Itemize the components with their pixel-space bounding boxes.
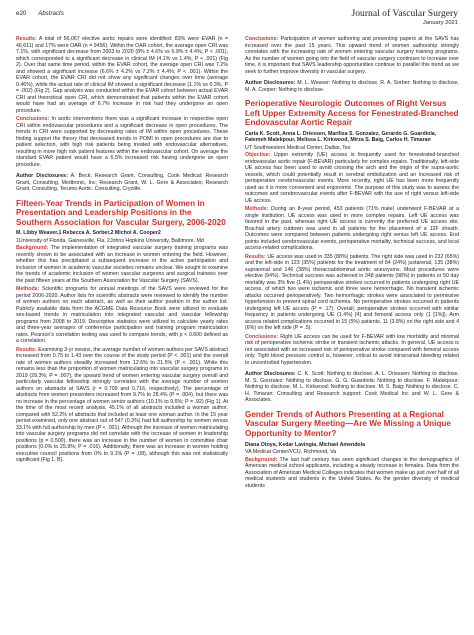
conclusions-label: Conclusions: [16,116,50,122]
author-disclosures-1 [245,80,459,93]
article-3-affiliations: VA Medical Center/VCU, Richmond, Va [245,449,337,456]
results-text: A total of 56,067 elective aortic repairs were identified: 83% were EVAR (n = 46,611) and 17% were OAR (n = 9456). Within the OAR cohort, the average open CRI was 7.1%, with significant decrease from 2003 to 2020 (8% ± 4.6% vs 6.9% ± 4.4%; P < .001), which corresponded to a significant decrease in clinical IM (4.1% vs 1.4%; P < .001) (Fig 2). Over that same time period, within the EVAR cohort, the average open CRI was 7.2% and showed a significant increase (6.6% ± 4.2% vs 7.2% ± 4.4%; P < .001). Within the EVAR cohort, the EVAR CRI did not show any significant changes over time (average 0.46%), while the actual rate of clinical IM showed a significant decrease (1.1% vs 0.3%; P = .002) (Fig 2). Gap analysis was conducted within the EVAR cohort between actual EVAR CRI and theoretical open CRI, which demonstrated that patients within the EVAR cohort would have had an average of 6.7% increase in risk had they undergone an open procedure. [16,36,228,114]
methods-paragraph-2 [245,206,459,252]
disclosures-label-1: Author Disclosures: [245,80,296,86]
background-text-3: The last half century has seen significant changes in the demographics of American medical school applicants, including a steady increase in females. Data from the Association of American Medical Colleges indicates that women make up just over half of all medical students and students in the United States. As the gender diversity of medical students [245,456,459,489]
background-paragraph-3 [245,457,459,490]
background-label-3: Background: [245,456,278,463]
conclusions-text-cont: Participation of women authoring and presenting papers at the SAVS has increased over the past 15 years. This upward trend of women authorship strongly correlates with the increasing rate of women entering vascular surgery training programs. As the number of women going into the field of vascular surgery continues to increase over time, it is important that SAVS leadership opportunities continue to parallel this trend as we seek to further improve diversity in vascular surgery. [245,36,459,75]
conclusions-label-2: Conclusions: [245,333,279,340]
page-header [16,8,458,34]
results-paragraph [16,36,228,114]
objective-label: Objective: [245,152,271,159]
results-paragraph-3 [245,254,459,332]
section-name: Abstracts [38,10,64,17]
right-column [245,36,459,489]
header-left [16,10,64,17]
results-paragraph-2 [16,347,228,464]
article-title: Fifteen-Year Trends in Participation of Women in Presentation and Leadership Positions in the Southern Association for Vascular Surgery, 2006-2020 [16,198,226,227]
disclosures-text: A. Beck: Research Grant, Consulting, Cook Medical; Research Grant, Consulting, Medtronic, Inc; Research Grant, W. L. Gore & Associates; Research Grant, Consulting, Terumo Aortic. Consulting, Cryolife. [16,173,228,192]
disclosures-label: Author Disclosures: [16,173,68,179]
methods-paragraph [16,286,228,345]
article-2-title: Perioperative Neurologic Outcomes of Right Versus Left Upper Extremity Access for Fenestrated-Branched Endovascular Aortic Repair [245,99,459,128]
results-text-2: Examining 3-yr means, the average number of women authors per SAVS abstract increased from 0.75 to 1.43 over the course of the study period (P < .001) and the overall rate of women authors steadily increased from 12.6% to 21.5% (P < .001). While this remains less than the proportion of women matriculating into vascular surgery programs in 2019 (29.3%; P = .007), the upward trend of women entering vascular surgery overall and particularly vascular fellowship strongly correlates with the average number of women authors on abstracts at SAVS (r = 0.709 and 0.716, respectively). The percentage of abstracts from women presenters increased from 9.7% to 28.4% (P = .004), but there was no increase in the percentage of women senior authors (10.1% to 9.6%; P = .92) (Fig 1). At the time of the most recent analysis, 45.1% of all abstracts included a woman author, compared with 52.2% of abstracts that included at least one woman author. In the 15 year period examined, only one abstract out of 547 (0.3%) had full authorship by women versus 33.1% with full authorship by men (P < .001). Although the increase of women matriculating into vascular surgery programs did not correlate with the increase of women in leadership positions (p = 0.500), there was an increase in the number of women in committee chair positions (0.0% to 25.9%; P = .016). Additionally, there was an increase in women holding executive council positions from 0% to 9.1% (P = .08), although this was not statistically significant (Fig 1, B). [16,346,228,464]
results-label-3: Results: [245,253,266,260]
disclosures-text-2: C. K. Scott: Nothing to disclose. A. L. Driessen: Nothing to disclose. M. S. Gonzalez: Nothing to disclose. G. G. Guardiola: Nothing to disclose. F. Malekpour: Nothing to disclose. M. L. Kirkwood: Nothing to disclose. M. S. Baig: Nothing to disclose. C. H. Timaran: Consulting and Research support: Cook Medical Inc and W. L. Gore & Associates. [245,371,459,404]
conclusions-text: In aortic interventions there was a significant increase in respective open CRI within endovascular procedures and a significant decrease in open procedures. The trends in CRI were supported by decreasing rates of IM within open procedures. These finding support the theory that decreased trends in POMI in open procedures are due to patient selection, with high risk patients being treated with endovascular alternatives, resulting in more high risk patient features within the endovascular cohort. On average the standard EVAR patient would have a 6.5% increased risk having undergone an open procedure. [16,116,228,168]
objective-paragraph [245,152,459,204]
article-2-affiliations: UT Southwestern Medical Center, Dallas, Tex [245,144,351,151]
header-right [352,8,459,27]
article-authors: M. Libby Weaver,1 Rebecca A. Sorber,2 Michol A. Cooper2 [16,230,161,237]
author-disclosures-2 [245,371,459,404]
objective-text: Upper extremity (UE) access is frequently used for fenestrated-branched endovascular aortic repair (F-BEVAR) particularly for complex repairs. Traditionally, left-side UE access has been used to avoid crossing the arch and the origin of the supra-aortic vessels, which could potentially result in cerebral embolization and an increased risk of perioperative cerebrovascular events. More recently, right UE has been more frequently used as it is more convenient and ergonomic. The purpose of this study was to assess the outcomes and cerebrovascular events after F-BEVAR with the use of right versus left-side UE access. [245,152,459,204]
results-label-2: Results: [16,346,37,353]
journal-title: Journal of Vascular Surgery [351,8,458,19]
background-text: The implementation of integrated vascular surgery training programs was recently shown to be associated with an increase in women entering the field. However, whether this has precipitated a subsequent increase in the active participation and inclusion of women in academic vascular societies remains unclear. We sought to examine the trends of academic inclusion of women vascular surgeons and surgical trainees over the past fifteen years at the Southern Association for Vascular Surgery (SAVS). [16,245,228,284]
methods-text: Scientific programs for annual meetings of the SAVS were reviewed for the period 2006-2020. Author lists for scientific abstracts were reviewed to identify the number of women authors on each abstract, as well as their author position in the author list. Publicly available data from the ACGME Data Resource Book were utilized to evaluate sex-based trends in matriculation into integrated vascular and vascular fellowship programs from 2008 to 2019. Descriptive statistics were utilized to calculate yearly rates and three-year averages of conference participation and training program matriculation rates. Pearson's correlation testing was used to compare trends, with p < 0.600 defined as a correlation. [16,286,229,345]
background-paragraph [16,245,228,284]
results-text-3: UE access was used in 335 (88%) patients. The right side was used in 232 (65%) and the left-side in 123 (35%) patients for the treatment of 84 (24%) juxtarenal, 135 (38%) suprarenal and 146 (38%) thoracoabdominal aortic aneurysms. Most procedures were elective (94%). Technical success was achieved in 348 patients (98%) in patients or 50 day mortality was 3% five (1.4%) perioperative strokes occurred in patients undergoing right UE access, of which two were ischemic and three were hemorrhagic. No transient ischemic attacks occurred perioperatively. Two hemorrhagic strokes were associated to permissive hypertension to prevent spinal cord ischemia. No perioperative strokes occurred in patients undergoing left UE access (P = .17). Overall, perioperative strokes occurred with similar frequency in patients undergoing UE (1.4%) [4] and femoral access only (1 [1%]). Arm access related complications occurred in 15 (5%) patients, 11 (3.8%) on the right side and 4 (6%) on the left side (P = .5). [245,253,459,332]
conclusions-paragraph-2 [245,334,459,367]
article-2-authors: Carla K. Scott, Anna L. Driessen, Marilisa S. Gonzalez, Gerardo G. Guardiola, Fatemeh Malekpour, Melissa L. Kirkwood, Mirza S. Baig, Carlos H. Timaran [245,130,437,144]
left-column [16,36,228,464]
results-label: Results: [16,36,37,42]
disclosures-text-1: M. L. Weaver: Nothing to disclose. R. A. Sorber: Nothing to disclose. M. A. Cooper: Nothing to disclose. [245,80,459,93]
conclusions-text-2: Right UE access can be used for F-BEVAR with low morbidity and minimal risk of perioperative ischemic stroke or transient ischemic attacks. In general, UE access is not associated with an increased risk of perioperative stroke compared with femoral access only. Tight blood pressure control is, however, critical to avoid intracranial bleeding related to uncontrolled hypertension. [245,333,459,366]
methods-label-2: Methods: [245,206,269,213]
conclusions-paragraph [16,116,228,168]
conclusions-paragraph-cont [245,36,459,75]
article-3-authors: Diana Otoya, Kedar Lavingia, Michael Amendola [245,441,366,448]
page-number: e20 [16,10,27,17]
conclusions-label-cont: Conclusions: [245,36,279,42]
methods-label: Methods: [16,286,40,293]
article-3-title: Gender Trends of Authors Presenting at a Regional Vascular Surgery Meeting—Are We Missing a Unique Opportunity to Mentor? [245,409,451,438]
methods-text-2: During an 8-year period, 453 patients (71% male) underwent F-BEVAR at a single institution. UE access was used in more complex repairs. Left UE access was favored in the past, whereas right UE access is currently the preferred UE access site. Brachial artery cutdown was used in all patients for the placement of a 12F sheath. Outcomes were compared between patients undergoing right versus left UE access. End points included cerebrovascular events, perioperative mortality, technical success, and local access-related complications. [245,206,459,252]
article-affiliations: 1University of Florida, Gainesville, Fla. 2Johns Hopkins University, Baltimore, Md [16,237,204,244]
issue-date: January 2021 [422,20,458,26]
disclosures-label-2: Author Disclosures: [245,371,296,378]
background-label: Background: [16,245,49,252]
author-disclosures [16,173,228,193]
